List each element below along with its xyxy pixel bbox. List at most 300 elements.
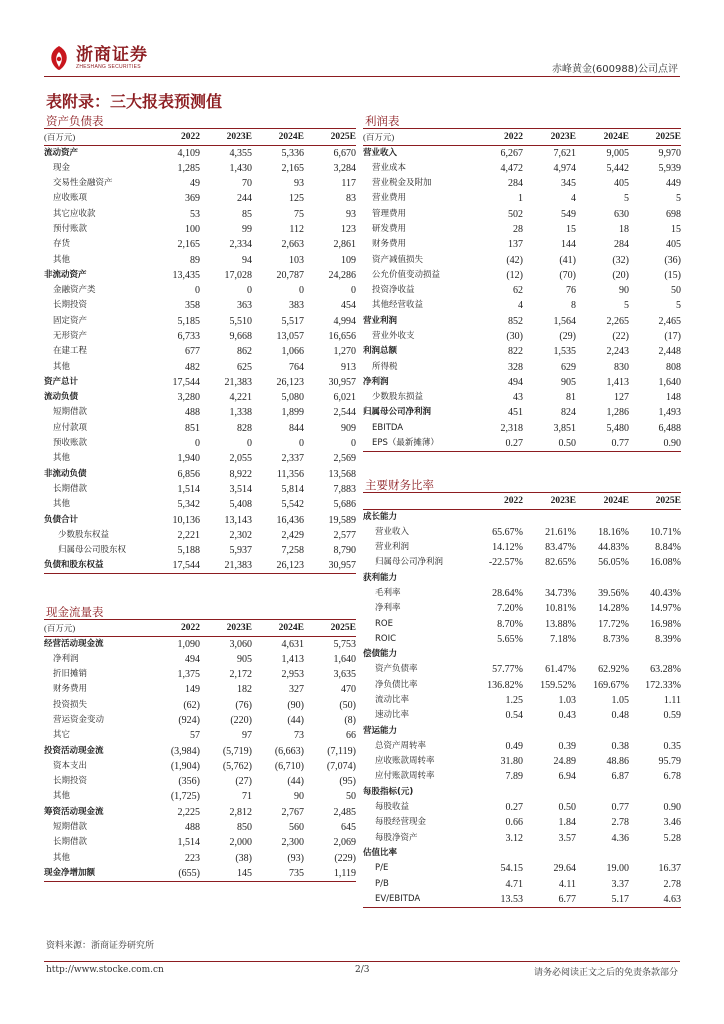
cell-value: 16,656	[328, 331, 356, 342]
cell-value: 625	[237, 361, 252, 373]
cell-value: 4,974	[553, 162, 576, 174]
table-row	[44, 467, 356, 482]
cell-value: 109	[341, 254, 356, 266]
cell-value: (15)	[664, 269, 681, 281]
cell-value: 136.82%	[487, 679, 523, 691]
cell-value: 0.77	[576, 436, 629, 451]
cell-value: 81	[566, 392, 576, 404]
cell-value: 19.00	[606, 863, 629, 875]
cell-value: 735	[252, 866, 304, 881]
cell-value: 9,970	[658, 147, 681, 159]
cell-value: 2,812	[229, 806, 252, 818]
year-header: 2024E	[576, 494, 629, 509]
table-row	[363, 555, 681, 570]
cell-value	[576, 647, 629, 662]
cell-value: (12)	[506, 269, 523, 281]
cell-value: 24.89	[553, 756, 576, 768]
table-row	[44, 206, 356, 221]
cell-value: 808	[666, 361, 681, 373]
cell-value: 2,165	[177, 239, 200, 251]
cell-value: 148	[666, 392, 681, 404]
row-label: 其它	[53, 730, 71, 741]
balance-sheet-table	[44, 130, 356, 574]
row-label: 现金	[53, 162, 71, 173]
cell-value: 2,448	[658, 346, 681, 358]
cell-value: 5,814	[281, 483, 304, 495]
cell-value: 30,957	[304, 558, 356, 573]
row-label: 公允价值变动损益	[372, 269, 441, 280]
table-row	[363, 509, 681, 524]
table-row	[44, 176, 356, 191]
cell-value: 2.78	[611, 817, 629, 829]
row-label: ROIC	[375, 633, 397, 644]
cell-value: 125	[289, 193, 304, 205]
cell-value: 449	[666, 178, 681, 190]
cell-value: 327	[289, 684, 304, 696]
cell-value: 698	[666, 208, 681, 220]
cell-value: 137	[508, 239, 523, 251]
cell-value: 3,280	[177, 392, 200, 404]
cell-value: 39.56%	[598, 587, 629, 599]
row-label: 营业税金及附加	[372, 178, 432, 189]
cell-value: 5	[676, 193, 681, 205]
cell-value: 454	[341, 300, 356, 312]
cell-value: 6.77	[523, 892, 576, 907]
row-label: 负债合计	[44, 514, 79, 525]
table-row	[363, 831, 681, 846]
cell-value: 17,544	[172, 376, 200, 388]
row-label: 成长能力	[363, 511, 398, 522]
row-label: 其他	[53, 361, 71, 372]
cell-value: 905	[561, 376, 576, 388]
cell-value: 645	[341, 822, 356, 833]
year-header: 2022	[148, 621, 200, 636]
cell-value: 844	[289, 422, 304, 434]
row-label: 在建工程	[53, 346, 88, 357]
cell-value: 7,883	[333, 483, 356, 495]
cell-value: 1.03	[558, 695, 576, 706]
cell-value: 83	[346, 193, 356, 205]
cell-value	[576, 509, 629, 524]
cell-value: 2,221	[177, 529, 200, 541]
cell-value: 1,640	[333, 653, 356, 665]
row-label: 财务费用	[53, 684, 88, 695]
cell-value: 24,286	[328, 269, 356, 281]
row-label: 速动比率	[375, 710, 410, 721]
cell-value: 0	[247, 285, 252, 297]
cell-value: 61.47%	[545, 664, 576, 676]
cell-value	[523, 723, 576, 738]
cell-value: 824	[561, 407, 576, 419]
cell-value: 0.27	[505, 802, 523, 814]
cell-value: (41)	[559, 254, 576, 266]
table-row	[44, 789, 356, 804]
cell-value: 5,480	[606, 422, 629, 434]
cell-value: 5,336	[281, 147, 304, 159]
cell-value: 4,472	[500, 162, 523, 174]
cell-value: 4.36	[611, 832, 629, 844]
cell-value: 26,123	[252, 558, 304, 573]
cell-value	[576, 785, 629, 800]
cell-value: 851	[185, 422, 200, 434]
cell-value: 2,465	[658, 315, 681, 327]
cell-value: 95.79	[658, 756, 681, 768]
cell-value: (32)	[612, 254, 629, 266]
table-row	[363, 344, 681, 359]
row-label: EPS（最新摊薄）	[363, 436, 471, 451]
cell-value: (7,119)	[327, 745, 356, 757]
table-row	[44, 268, 356, 283]
cell-value: 1,413	[281, 653, 304, 665]
cell-value: 2,302	[229, 529, 252, 541]
cell-value: 7,621	[553, 147, 576, 159]
cell-value: 6,021	[333, 392, 356, 404]
cell-value	[471, 509, 523, 524]
cell-value: 9,668	[229, 331, 252, 342]
cell-value: 2,569	[333, 453, 356, 465]
cell-value: (42)	[506, 254, 523, 266]
cell-value: 53	[190, 208, 200, 220]
cell-value: 1	[518, 193, 523, 205]
row-label: 资产总计	[44, 376, 79, 387]
cell-value: 5,080	[281, 392, 304, 404]
cell-value: 15	[671, 223, 681, 235]
cell-value: 1.05	[611, 695, 629, 706]
table-row	[44, 667, 356, 682]
cell-value: 2,318	[500, 422, 523, 434]
cell-value: (93)	[287, 852, 304, 864]
row-label: 少数股东损益	[372, 392, 424, 403]
cell-value: 13.88%	[545, 618, 576, 630]
cell-value: 502	[508, 208, 523, 220]
cell-value: 494	[185, 653, 200, 665]
cell-value: 57.77%	[492, 664, 523, 676]
table-row	[363, 329, 681, 344]
unit-header	[363, 494, 471, 509]
cell-value: 4.63	[629, 892, 681, 907]
ratios-rule	[363, 492, 681, 493]
cell-value: 488	[185, 407, 200, 419]
cell-value: 358	[185, 300, 200, 312]
cell-value: 2,861	[333, 239, 356, 251]
table-header-row	[363, 130, 681, 145]
cell-value	[471, 846, 523, 861]
cell-value: 8.73%	[603, 633, 629, 645]
row-label: 其他	[53, 254, 71, 265]
row-label: 其他	[53, 852, 71, 863]
cell-value: (38)	[235, 852, 252, 864]
footer-divider	[44, 961, 680, 962]
cell-value: -22.57%	[488, 557, 523, 569]
cell-value: 0	[299, 285, 304, 297]
cell-value: 1,514	[177, 837, 200, 849]
cell-value: 13,568	[328, 468, 356, 480]
cell-value: 1,090	[177, 638, 200, 650]
cell-value: 482	[185, 361, 200, 373]
table-header-row	[44, 130, 356, 145]
table-row	[44, 359, 356, 374]
cell-value: 13,143	[224, 514, 252, 526]
cell-value: 145	[200, 866, 252, 881]
table-row	[363, 314, 681, 329]
row-label: 非流动负债	[44, 468, 87, 479]
website-link[interactable]: http://www.stocke.com.cn	[46, 965, 164, 975]
row-label: 归属母公司净利润	[375, 557, 444, 568]
row-label: 偿债能力	[363, 649, 398, 660]
row-label: 净利润	[363, 376, 389, 387]
year-header: 2024E	[252, 621, 304, 636]
unit-header: (百万元)	[363, 130, 471, 145]
row-label: 应收账款周转率	[375, 756, 435, 767]
row-label: P/E	[375, 863, 389, 874]
income-statement-title: 利润表	[365, 114, 400, 128]
year-header: 2022	[471, 494, 523, 509]
cell-value: 71	[242, 791, 252, 803]
cell-value: 0	[195, 438, 200, 450]
cell-value: 4	[571, 193, 576, 205]
cell-value: (70)	[559, 269, 576, 281]
cell-value: 21,383	[224, 376, 252, 388]
table-row	[363, 405, 681, 420]
cell-value: 4,994	[333, 315, 356, 327]
row-label: 短期借款	[53, 822, 88, 832]
year-header: 2024E	[576, 130, 629, 145]
table-row	[363, 540, 681, 555]
table-row	[44, 713, 356, 728]
row-label: 流动比率	[375, 695, 410, 705]
cell-value: (44)	[287, 714, 304, 726]
cell-value: 7,258	[281, 545, 304, 557]
row-label: 无形资产	[53, 331, 88, 341]
row-label: 应收账项	[53, 193, 88, 204]
cell-value: 100	[185, 223, 200, 235]
cell-value: 5,342	[177, 499, 200, 511]
cell-value: 3.37	[611, 878, 629, 890]
table-row	[44, 835, 356, 850]
row-label: ROE	[375, 618, 393, 629]
cell-value: 93	[294, 178, 304, 190]
row-label: 所得税	[372, 361, 398, 372]
cell-value: (29)	[559, 331, 576, 342]
cell-value: 14.28%	[598, 603, 629, 615]
header-divider	[44, 76, 680, 77]
table-row	[363, 678, 681, 693]
cell-value: (76)	[235, 699, 252, 711]
row-label: 固定资产	[53, 315, 88, 326]
cell-value: 6,267	[500, 147, 523, 159]
table-row	[44, 191, 356, 206]
cell-value	[523, 509, 576, 524]
cell-value: 3,514	[229, 483, 252, 495]
cell-value: 244	[237, 193, 252, 205]
cell-value: 2,165	[281, 162, 304, 174]
cell-value: (924)	[178, 714, 200, 726]
cell-value: 0.66	[505, 817, 523, 829]
cell-value: 1,493	[658, 407, 681, 419]
cell-value: 852	[508, 315, 523, 327]
row-label: 研发费用	[372, 223, 407, 234]
row-label: 营业收入	[375, 526, 410, 537]
row-label: 现金净增加额	[44, 866, 148, 881]
table-row	[363, 525, 681, 540]
cell-value: 30,957	[328, 376, 356, 388]
cell-value: 103	[289, 254, 304, 266]
row-label: 毛利率	[375, 587, 401, 598]
cell-value: 2,429	[281, 529, 304, 541]
logo-name-cn: 浙商证券	[76, 44, 148, 65]
cell-value: 1,564	[553, 315, 576, 327]
cell-value: 0	[351, 438, 356, 450]
row-label: 净负债比率	[375, 679, 418, 690]
row-label: 资本支出	[53, 760, 88, 771]
table-row	[44, 222, 356, 237]
row-label: 营业外收支	[372, 331, 415, 341]
cell-value: (62)	[183, 699, 200, 711]
cell-value: 2,953	[281, 669, 304, 681]
cell-value: 8.39%	[655, 633, 681, 645]
row-label: 财务费用	[372, 239, 407, 250]
table-row	[44, 145, 356, 160]
row-label: 投资净收益	[372, 285, 415, 296]
row-label: 长期借款	[53, 837, 88, 848]
cell-value: 0.27	[471, 436, 523, 451]
cell-value: 29.64	[553, 863, 576, 875]
cell-value: 5,939	[658, 162, 681, 174]
table-row	[363, 800, 681, 815]
cell-value: (6,710)	[274, 760, 304, 772]
row-label: 其它应收款	[53, 208, 96, 219]
cell-value: (5,719)	[222, 745, 252, 757]
cell-value: 2,000	[229, 837, 252, 849]
row-label: P/B	[375, 878, 389, 889]
row-label: 流动资产	[44, 147, 79, 158]
row-label: 长期投资	[53, 300, 88, 311]
cell-value: 82.65%	[545, 557, 576, 569]
balance-sheet-title: 资产负债表	[46, 114, 104, 128]
cell-value: 73	[294, 730, 304, 742]
cell-value: 6.87	[611, 771, 629, 783]
row-label: 应付账款周转率	[375, 771, 435, 782]
table-row	[363, 359, 681, 374]
cell-value: 90	[294, 791, 304, 803]
year-header: 2023E	[200, 621, 252, 636]
table-row	[44, 805, 356, 820]
cell-value: 1,940	[177, 453, 200, 465]
table-row	[363, 283, 681, 298]
table-row	[363, 222, 681, 237]
cell-value: 0	[195, 285, 200, 297]
cell-value	[629, 647, 681, 662]
cell-value	[523, 647, 576, 662]
row-label: 存货	[53, 239, 71, 250]
table-row	[363, 421, 681, 436]
cell-value: 76	[566, 285, 576, 297]
cell-value: 18.16%	[598, 526, 629, 538]
cell-value: 2,069	[333, 837, 356, 849]
table-row	[44, 636, 356, 651]
cell-value: 2,577	[333, 529, 356, 541]
cell-value: (27)	[235, 776, 252, 788]
cell-value: 6,733	[177, 331, 200, 342]
cell-value: (5,762)	[222, 760, 252, 772]
row-label: 其他经营收益	[372, 300, 424, 311]
cell-value: 451	[508, 407, 523, 419]
cell-value: 363	[237, 300, 252, 312]
report-reference: 赤峰黄金(600988)公司点评	[552, 64, 678, 75]
row-label: 每股经营现金	[375, 817, 427, 828]
cell-value: 677	[185, 346, 200, 358]
ratios-title: 主要财务比率	[365, 478, 434, 492]
cell-value: 62.92%	[598, 664, 629, 676]
cell-value: (8)	[344, 714, 356, 726]
cell-value: 7.20%	[497, 603, 523, 615]
cell-value: 16,436	[276, 514, 304, 526]
table-row	[44, 512, 356, 527]
cell-value: 2,544	[333, 407, 356, 419]
cell-value: (95)	[339, 776, 356, 788]
table-row	[44, 252, 356, 267]
cell-value: 93	[346, 208, 356, 220]
row-label: 营业利润	[363, 315, 398, 326]
cell-value: 112	[289, 223, 304, 235]
row-label: EBITDA	[372, 422, 404, 433]
cell-value: 850	[237, 822, 252, 833]
row-label: 经营活动现金流	[44, 638, 104, 649]
cell-value: 630	[614, 208, 629, 220]
cell-value: 10.81%	[545, 603, 576, 615]
cell-value: (50)	[339, 699, 356, 711]
table-row	[44, 558, 356, 573]
table-row	[363, 252, 681, 267]
cell-value: 1,899	[281, 407, 304, 419]
cell-value: 169.67%	[593, 679, 629, 691]
cell-value: 56.05%	[598, 557, 629, 569]
unit-header: (百万元)	[44, 621, 148, 636]
cell-value: 31.80	[500, 756, 523, 768]
cell-value: 3,060	[229, 638, 252, 650]
cell-value: 909	[341, 422, 356, 434]
cell-value: (3,984)	[170, 745, 200, 757]
table-row	[44, 298, 356, 313]
cell-value: 94	[242, 254, 252, 266]
row-label: 短期借款	[53, 407, 88, 418]
row-label: 归属母公司股东权	[58, 545, 127, 556]
cell-value: 560	[289, 822, 304, 833]
cell-value: 11,356	[276, 468, 304, 480]
table-row	[363, 861, 681, 876]
cell-value: 63.28%	[650, 664, 681, 676]
cell-value: 117	[341, 178, 356, 190]
cell-value: 1.11	[663, 695, 681, 706]
cell-value: 40.43%	[650, 587, 681, 599]
table-row	[363, 892, 681, 907]
cell-value: 6.78	[663, 771, 681, 783]
cell-value: 0.90	[629, 436, 681, 451]
cell-value: 822	[508, 346, 523, 358]
cell-value: 10.71%	[650, 526, 681, 538]
cell-value: (90)	[287, 699, 304, 711]
table-row	[363, 846, 681, 861]
cell-value: (655)	[148, 866, 200, 881]
year-header: 2025E	[304, 130, 356, 145]
cell-value: 21,383	[200, 558, 252, 573]
table-row	[44, 528, 356, 543]
table-row	[44, 820, 356, 835]
cell-value: 5,442	[606, 162, 629, 174]
cell-value: (7,074)	[326, 760, 356, 772]
cell-value: 284	[508, 178, 523, 190]
cell-value: 66	[346, 730, 356, 742]
